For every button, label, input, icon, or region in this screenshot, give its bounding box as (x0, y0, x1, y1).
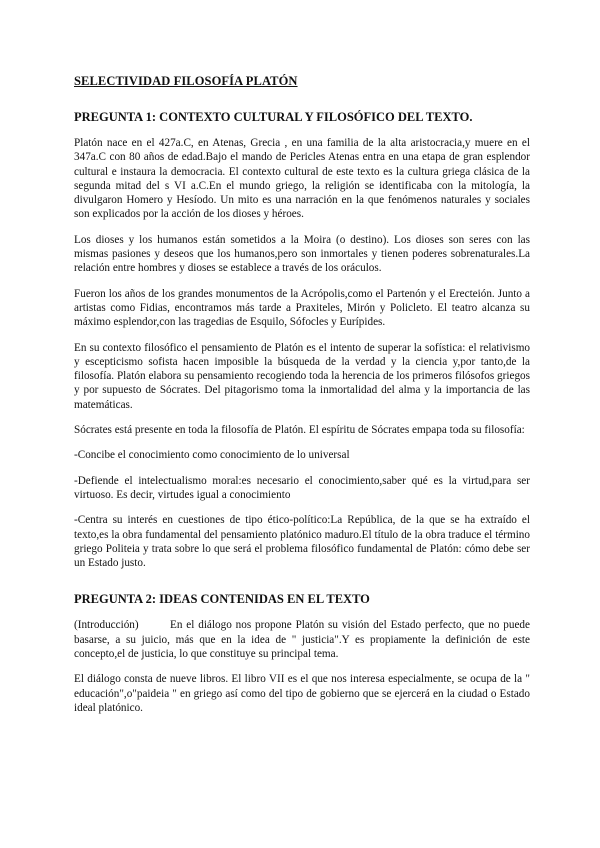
intro-text: En el diálogo nos propone Platón su visión del Estado perfecto, que no puede basarse, a su juicio, más que en la idea de " justicia".Y es propiamente la definición de este concepto,el de justicia, lo que constituye su principal tema. (74, 619, 530, 661)
section-1-list-item: -Centra su interés en cuestiones de tipo ético-político:La República, de la que se ha extraído el texto,es la obra fundamental del pensamiento platónico maduro.El título de la obra traduce el término griego Politeia y trata sobre lo que será el problema filosófico fundamental de Platón: cómo debe ser un Estado justo. (74, 514, 530, 570)
section-2-paragraph: El diálogo consta de nueve libros. El libro VII es el que nos interesa especialmente, se ocupa de la " educación",o"paideia " en griego así como del tipo de gobierno que se ejercerá en la ciudad o Estado ideal platónico. (74, 673, 530, 714)
section-2-intro-paragraph (74, 618, 530, 661)
section-2-heading: PREGUNTA 2: IDEAS CONTENIDAS EN EL TEXTO (74, 592, 370, 607)
section-1-list-item: -Defiende el intelectualismo moral:es necesario el conocimiento,saber qué es la virtud,para ser virtuoso. Es decir, virtudes igual a conocimiento (74, 474, 530, 501)
section-1-paragraph: Fueron los años de los grandes monumentos de la Acrópolis,como el Partenón y el Erecteión. Junto a artistas como Fidias, encontramos más tarde a Praxiteles, Mirón y Policleto. El teatro alcanza su máximo esplendor,con las tragedias de Esquilo, Sófocles y Eurípides. (74, 287, 530, 329)
document-title: SELECTIVIDAD FILOSOFÍA PLATÓN (74, 74, 298, 88)
section-1-paragraph: En su contexto filosófico el pensamiento de Platón es el intento de superar la sofística: el relativismo y escepticismo sofista hacen imposible la búsqueda de la verdad y la ciencia y,por tanto,de la filosofía. Platón elabora su pensamiento recogiendo toda la herencia de los primeros filósofos griegos y por supuesto de Sócrates. Del pitagorismo toma la inmortalidad del alma y la importancia de las matemáticas. (74, 341, 530, 411)
section-1-list-item: -Concibe el conocimiento como conocimiento de lo universal (74, 449, 350, 462)
section-1-paragraph: Platón nace en el 427a.C, en Atenas, Grecia , en una familia de la alta aristocracia,y muere en el 347a.C con 80 años de edad.Bajo el mando de Pericles Atenas entra en una etapa de gran esplendor cultural e instaura la democracia. El contexto cultural de este texto es la cultura griega clásica de la segunda mitad del s VI a.C.En el mundo griego, la religión se identificaba con la mitología, la divulgaron Homero y Hesíodo. Un mito es una narración en la que fenómenos naturales y sociales son explicados por la acción de los dioses y héroes. (74, 137, 530, 221)
document-content (74, 74, 530, 726)
intro-label: (Introducción) (74, 619, 139, 632)
section-1-paragraph: Sócrates está presente en toda la filosofía de Platón. El espíritu de Sócrates empapa toda su filosofía: (74, 424, 525, 437)
section-1-heading: PREGUNTA 1: CONTEXTO CULTURAL Y FILOSÓFICO DEL TEXTO. (74, 110, 473, 124)
section-1-paragraph: Los dioses y los humanos están sometidos a la Moira (o destino). Los dioses son seres con las mismas pasiones y deseos que los humanos,pero son inmortales y tienen poderes sobrenaturales.La relación entre hombres y dioses se establece a través de los oráculos. (74, 233, 530, 275)
